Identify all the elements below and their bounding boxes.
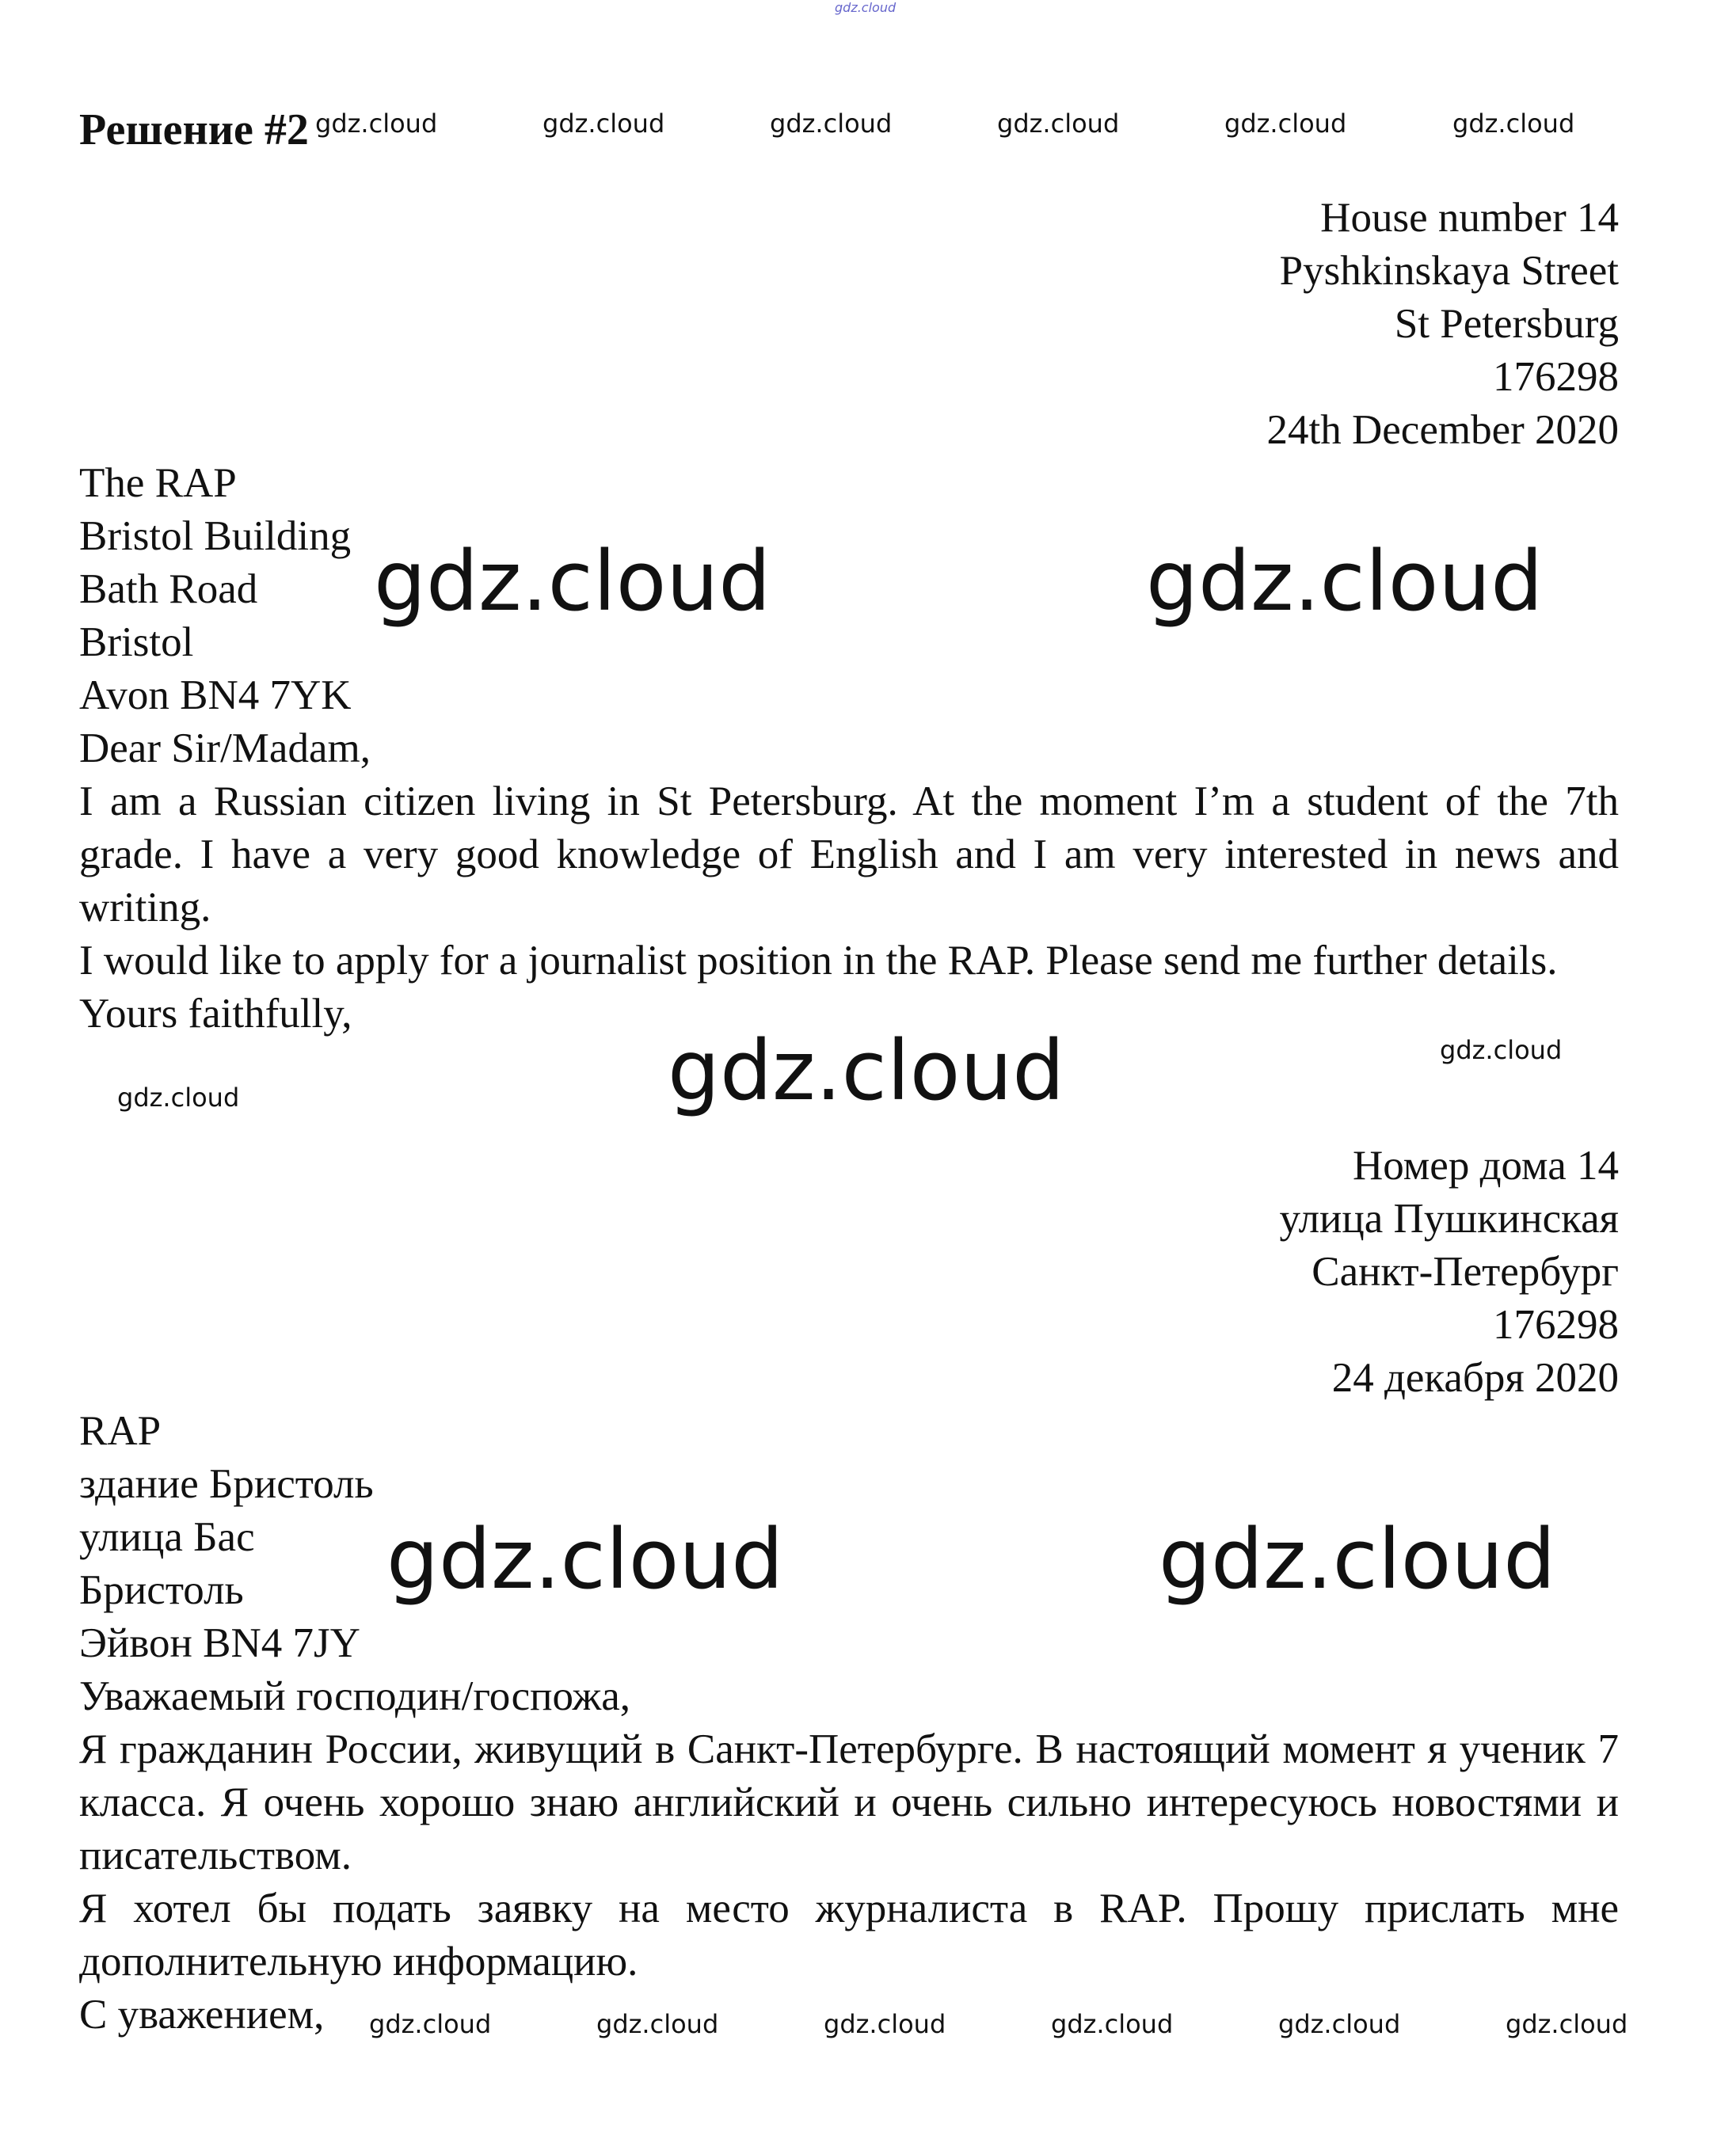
sender-line: House number 14 [1320,195,1619,241]
sender-line: 176298 [1493,1302,1619,1348]
recipient-line: улица Бас [79,1514,255,1560]
sender-line: St Petersburg [1394,301,1619,347]
watermark: gdz.cloud [1159,1511,1556,1608]
letter-date: 24 декабря 2020 [1331,1355,1619,1401]
recipient-line: Bristol Building [79,513,352,559]
watermark: gdz.cloud [997,108,1120,139]
watermark: gdz.cloud [1146,533,1544,630]
watermark: gdz.cloud [315,108,438,139]
watermark: gdz.cloud [369,2009,492,2039]
watermark: gdz.cloud [770,108,893,139]
recipient-line: Бристоль [79,1567,244,1613]
watermark: gdz.cloud [1051,2009,1174,2039]
sender-line: Pyshkinskaya Street [1279,248,1619,294]
recipient-line: The RAP [79,460,237,506]
recipient-line: здание Бристоль [79,1461,374,1507]
sender-address [79,192,1619,457]
watermark: gdz.cloud [596,2009,719,2039]
letter-date: 24th December 2020 [1266,407,1619,453]
recipient-line: Avon BN4 7YK [79,672,352,718]
recipient-line: Bristol [79,619,194,665]
watermark: gdz.cloud [386,1511,784,1608]
sender-line: Санкт-Петербург [1312,1249,1619,1295]
body-paragraph: Я гражданин России, живущий в Санкт-Петербурге. В настоящий момент я ученик 7 класса. Я очень хорошо знаю английский и очень сильно интересуюсь новостями и писательством. [79,1726,1619,1878]
solution-title: Решение #2 [79,105,309,154]
body-paragraph: Я хотел бы подать заявку на место журналиста в RAP. Прошу прислать мне дополнительную информацию. [79,1886,1619,1985]
watermark: gdz.cloud [668,1022,1065,1119]
closing: С уважением, [79,1992,325,2038]
sender-line: улица Пушкинская [1279,1196,1619,1242]
watermark: gdz.cloud [835,0,897,15]
watermark: gdz.cloud [374,533,771,630]
body-paragraph: I am a Russian citizen living in St Petersburg. At the moment I’m a student of the 7th grade. I have a very good knowledge of English and I am very interested in news and writing. [79,778,1619,930]
watermark: gdz.cloud [1452,108,1575,139]
greeting: Уважаемый господин/госпожа, [79,1673,631,1719]
recipient-line: Bath Road [79,566,258,612]
watermark: gdz.cloud [1440,1035,1563,1065]
sender-address [79,1140,1619,1405]
watermark: gdz.cloud [1224,108,1347,139]
watermark: gdz.cloud [117,1083,240,1113]
sender-line: Номер дома 14 [1353,1143,1619,1189]
watermark: gdz.cloud [824,2009,946,2039]
body-paragraph: I would like to apply for a journalist position in the RAP. Please send me further details. [79,938,1558,984]
sender-line: 176298 [1493,354,1619,400]
watermark: gdz.cloud [1506,2009,1628,2039]
greeting: Dear Sir/Madam, [79,725,371,771]
recipient-line: RAP [79,1408,162,1454]
recipient-line: Эйвон BN4 7JY [79,1620,360,1666]
closing: Yours faithfully, [79,991,352,1037]
watermark: gdz.cloud [542,108,665,139]
watermark: gdz.cloud [1278,2009,1401,2039]
